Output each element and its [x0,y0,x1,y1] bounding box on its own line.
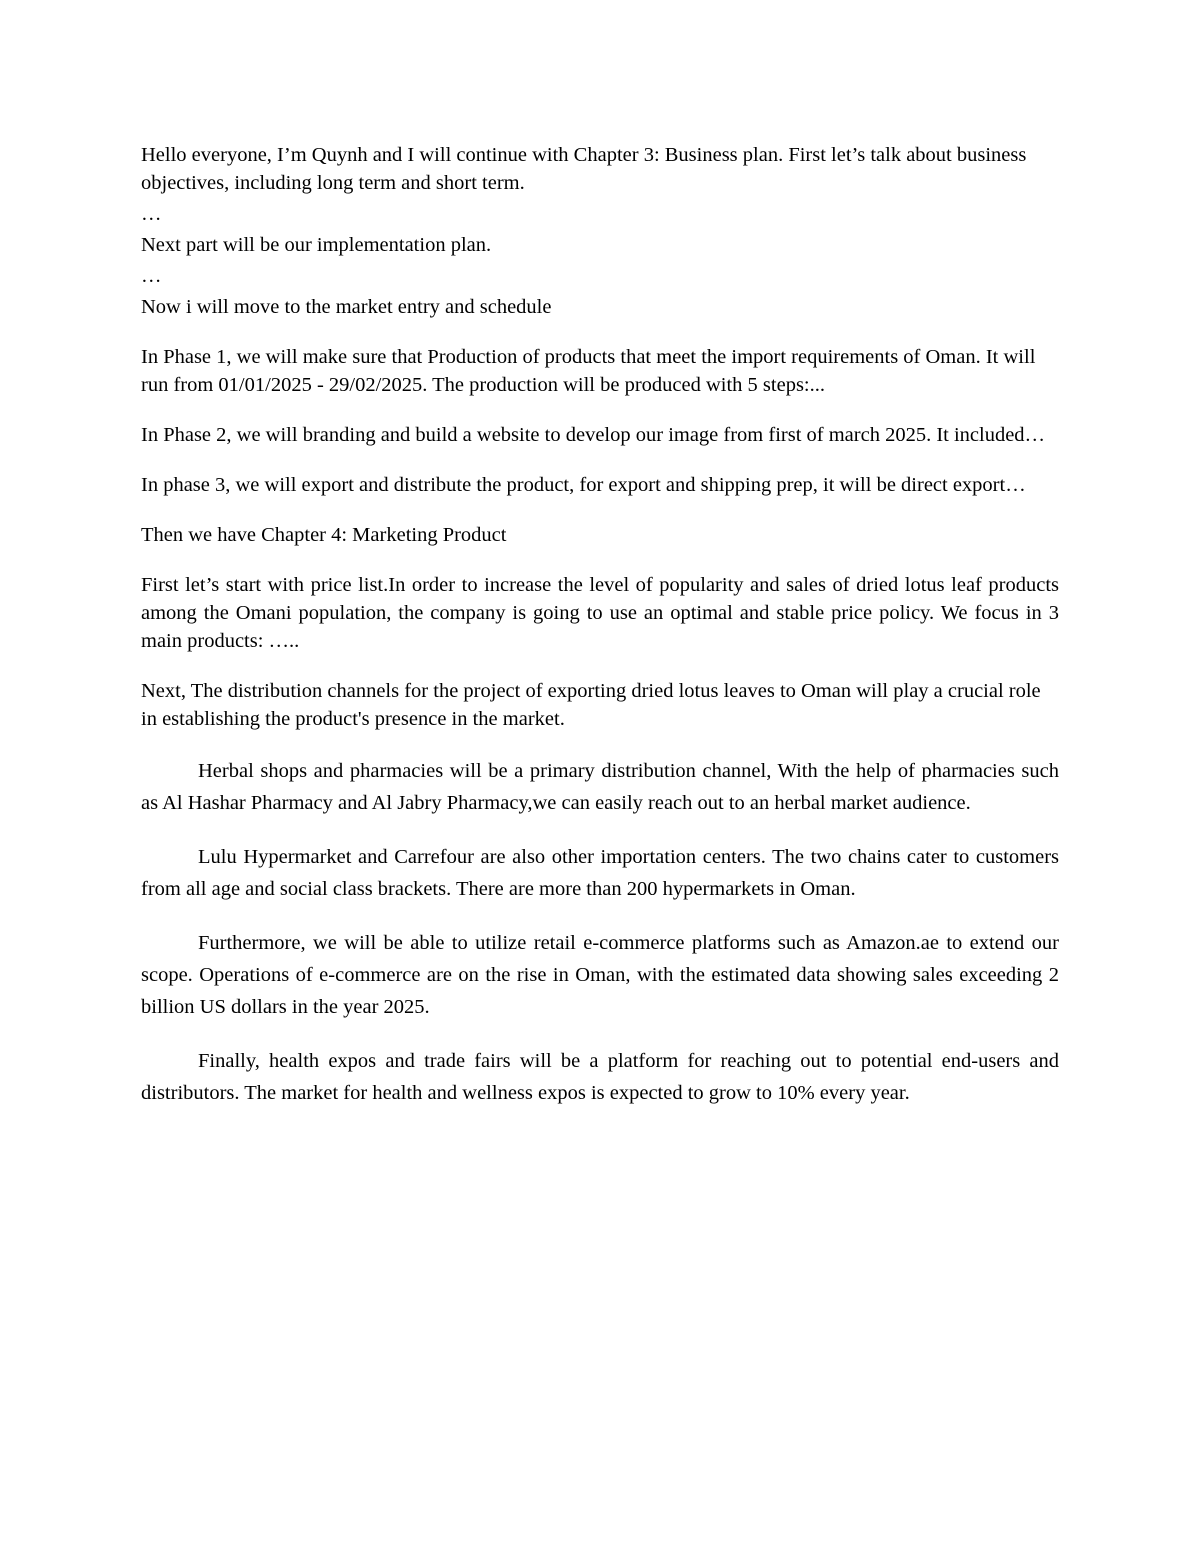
paragraph-phase-3: In phase 3, we will export and distribute the product, for export and shipping prep, it will be direct export… [141,474,1026,496]
paragraph-expos: Finally, health expos and trade fairs will be a platform for reaching out to potential end-users and distributors. The market for health and wellness expos is expected to grow to 10% every year. [141,1050,1059,1104]
paragraph-ecommerce: Furthermore, we will be able to utilize retail e-commerce platforms such as Amazon.ae to extend our scope. Operations of e-commerce are on the rise in Oman, with the estimated data showing sales exceeding 2 billion US dollars in the year 2025. [141,932,1059,1018]
paragraph-phase-1: In Phase 1, we will make sure that Production of products that meet the import requirements of Oman. It will run from 01/01/2025 - 29/02/2025. The production will be produced with 5 steps:... [141,346,1036,396]
ellipsis-line: … [141,265,162,287]
paragraph-distribution: Next, The distribution channels for the project of exporting dried lotus leaves to Oman will play a crucial role in establishing the product's presence in the market. [141,680,1041,730]
paragraph-intro: Hello everyone, I’m Quynh and I will continue with Chapter 3: Business plan. First let’s talk about business objectives, including long term and short term. [141,144,1027,194]
paragraph-phase-2: In Phase 2, we will branding and build a website to develop our image from first of march 2025. It included… [141,424,1046,446]
paragraph-chapter-4: Then we have Chapter 4: Marketing Product [141,524,507,546]
paragraph-price-list: First let’s start with price list.In order to increase the level of popularity and sales of dried lotus leaf products among the Omani population, the company is going to use an optimal and stable price policy. We focus in 3 main products: ….. [141,574,1059,652]
ellipsis-line: … [141,203,162,225]
document-body [141,141,1059,1131]
paragraph-herbal-shops: Herbal shops and pharmacies will be a primary distribution channel, With the help of pharmacies such as Al Hashar Pharmacy and Al Jabry Pharmacy,we can easily reach out to an herbal market audience. [141,760,1059,814]
paragraph-implementation: Next part will be our implementation plan. [141,234,492,256]
paragraph-market-entry: Now i will move to the market entry and schedule [141,296,552,318]
paragraph-hypermarkets: Lulu Hypermarket and Carrefour are also other importation centers. The two chains cater to customers from all age and social class brackets. There are more than 200 hypermarkets in Oman. [141,846,1059,900]
